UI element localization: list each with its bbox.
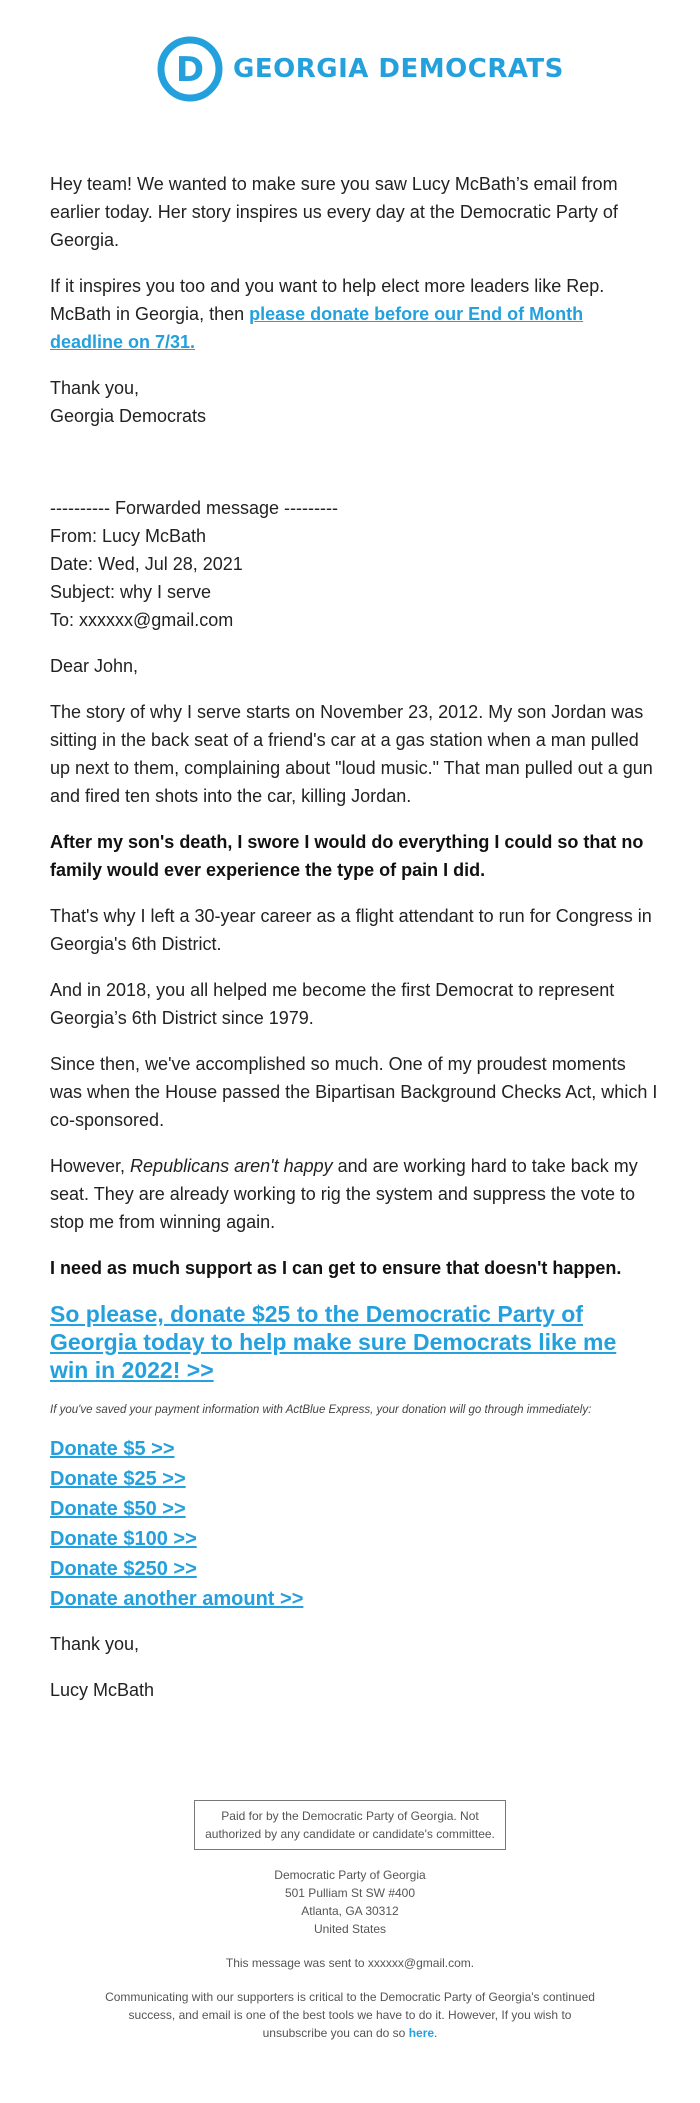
donate-250-link[interactable]: Donate $250 >> [50, 1558, 197, 1580]
letter-paragraph-5: Since then, we've accomplished so much. One of my proudest moments was when the House passed the Bipartisan Background Checks Act, which I co-sponsored. [50, 1054, 658, 1130]
letter-paragraph-7: I need as much support as I can get to ensure that doesn't happen. [50, 1258, 622, 1278]
unsubscribe-link[interactable]: here [408, 2026, 435, 2040]
sent-prefix: This message was sent to [225, 1956, 368, 1970]
donate-links [50, 1434, 660, 1614]
donate-50-link[interactable]: Donate $50 >> [50, 1498, 186, 1520]
letter-paragraph-4: And in 2018, you all helped me become the first Democrat to represent Georgia’s 6th District since 1979. [50, 980, 615, 1028]
paid-for-by-box: Paid for by the Democratic Party of Georgia. Not authorized by any candidate or candidate's committee. [194, 1800, 506, 1850]
address-country: United States [313, 1922, 387, 1936]
footer [0, 1800, 700, 2042]
donate-other-amount-link[interactable]: Donate another amount >> [50, 1588, 304, 1610]
email-body [50, 170, 660, 1722]
address-street: 501 Pulliam St SW #400 [284, 1886, 416, 1900]
letter-paragraph-3: That's why I left a 30-year career as a flight attendant to run for Congress in Georgia's 6th District. [50, 906, 652, 954]
intro-paragraph-1: Hey team! We wanted to make sure you saw Lucy McBath’s email from earlier today. Her story inspires us every day at the Democratic Party of Georgia. [50, 174, 618, 250]
logo [157, 36, 564, 102]
actblue-note: If you've saved your payment information with ActBlue Express, your donation will go through immediately: [50, 1404, 592, 1416]
donate-5-link[interactable]: Donate $5 >> [50, 1438, 175, 1460]
intro-signoff [50, 374, 660, 430]
letter-paragraph-1: The story of why I serve starts on November 23, 2012. My son Jordan was sitting in the back seat of a friend's car at a gas station when a man pulled up next to them, complaining about "loud music." That man pulled out a gun and fired ten shots into the car, killing Jordan. [50, 702, 653, 806]
intro-signoff-text: Thank you, [50, 378, 140, 398]
sent-suffix: . [470, 1956, 475, 1970]
donate-25-cta-link[interactable]: So please, donate $25 to the Democratic Party of Georgia today to help make sure Democrats like me win in 2022! >> [50, 1301, 617, 1383]
forwarded-to: To: xxxxxx@gmail.com [50, 610, 234, 630]
forwarded-header [50, 494, 660, 634]
logo-letter: D [175, 50, 205, 90]
forwarded-divider: ---------- Forwarded message --------- [50, 498, 338, 518]
letter-paragraph-2: After my son's death, I swore I would do everything I could so that no family would ever experience the type of pain I did. [50, 832, 644, 880]
letter-signoff: Thank you, [50, 1634, 140, 1654]
address-org: Democratic Party of Georgia [274, 1868, 426, 1882]
letter-paragraph-6-before: However, [50, 1156, 131, 1176]
mailing-address [0, 1866, 700, 1938]
intro-paragraph-2 [50, 272, 660, 356]
unsubscribe-end: . [434, 2026, 438, 2040]
sent-to-notice [0, 1954, 700, 1972]
forwarded-date: Date: Wed, Jul 28, 2021 [50, 554, 243, 574]
donate-100-link[interactable]: Donate $100 >> [50, 1528, 197, 1550]
forwarded-subject: Subject: why I serve [50, 582, 212, 602]
letter-paragraph-6-after: and are working hard to take back my seat. They are already working to rig the system and suppress the vote to stop me from winning again. [50, 1156, 638, 1232]
unsubscribe-notice [100, 1988, 600, 2042]
unsubscribe-text: Communicating with our supporters is critical to the Democratic Party of Georgia's continued success, and email is one of the best tools we have to do it. However, If you wish to unsubscribe you can do so [105, 1990, 595, 2040]
donate-25-link[interactable]: Donate $25 >> [50, 1468, 186, 1490]
cta-paragraph [50, 1300, 660, 1384]
donate-deadline-link[interactable]: please donate before our End of Month deadline on 7/31. [50, 304, 584, 352]
address-city: Atlanta, GA 30312 [301, 1904, 399, 1918]
letter-paragraph-6 [50, 1152, 660, 1236]
logo-text: GEORGIA DEMOCRATS [233, 54, 564, 84]
letter-paragraph-6-italic: Republicans aren't happy [130, 1156, 333, 1176]
letter-greeting: Dear John, [50, 656, 139, 676]
georgia-democrats-logo-icon [157, 36, 223, 102]
intro-signature: Georgia Democrats [50, 406, 207, 426]
letter-signature: Lucy McBath [50, 1680, 155, 1700]
intro-paragraph-2-text: If it inspires you too and you want to help elect more leaders like Rep. McBath in Georgia, then [50, 276, 605, 324]
sent-email: xxxxxx@gmail.com [367, 1956, 471, 1970]
forwarded-from: From: Lucy McBath [50, 526, 207, 546]
